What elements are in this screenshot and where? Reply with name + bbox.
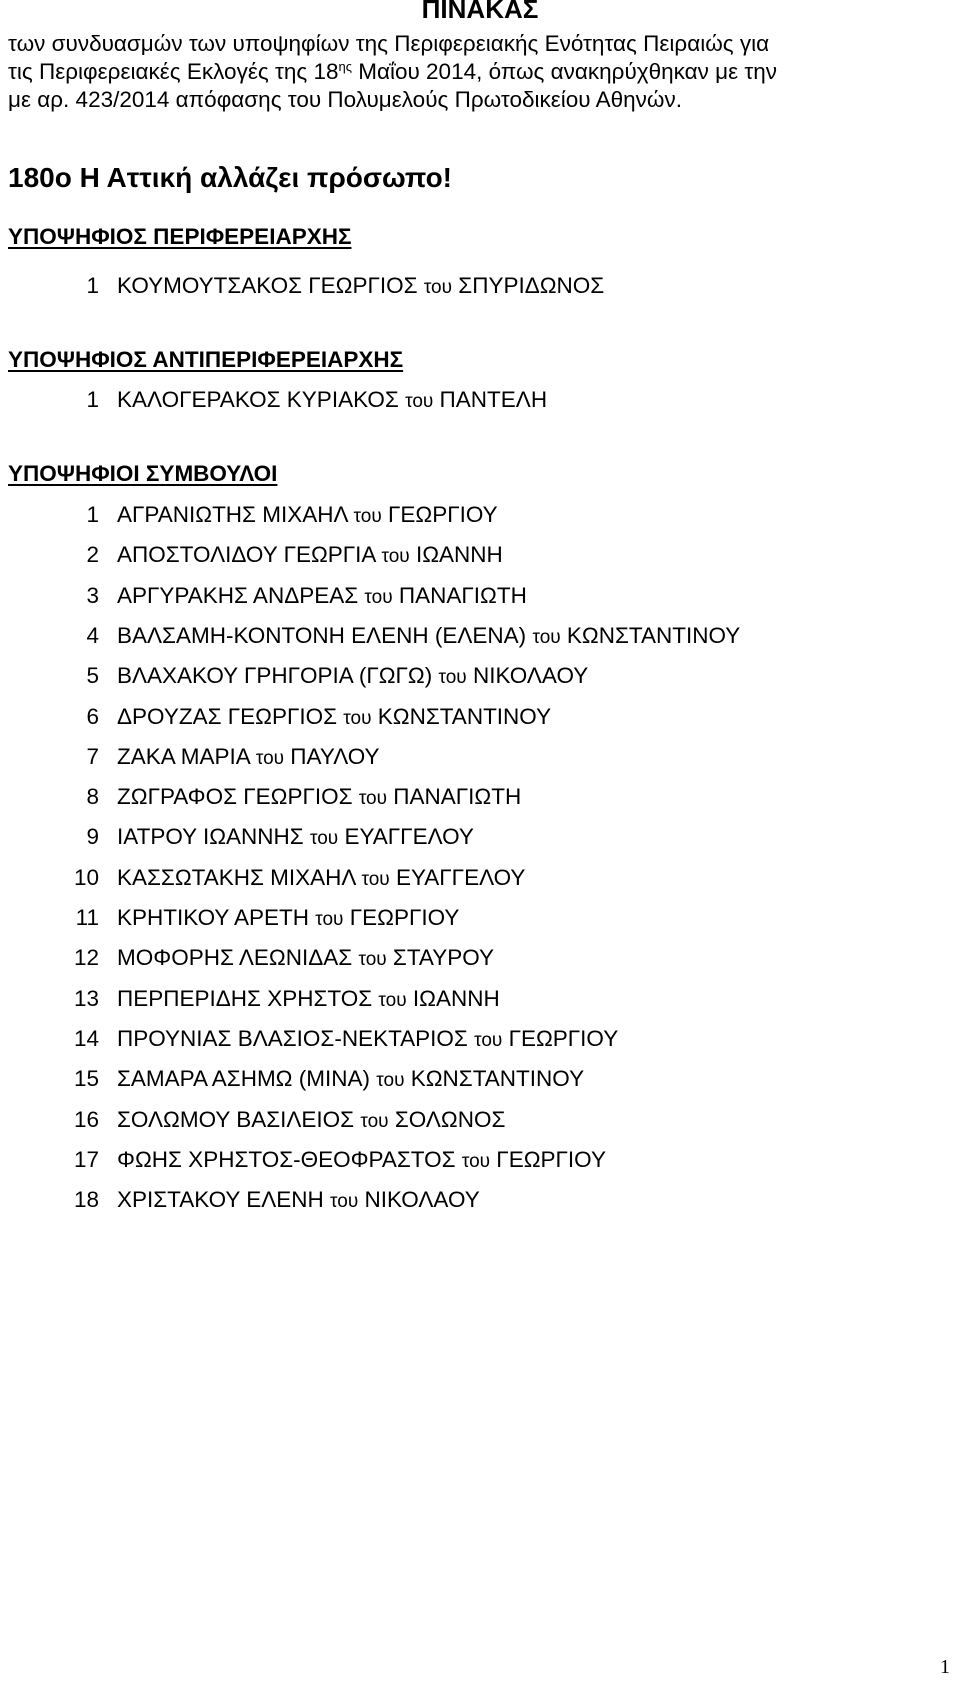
father-name: ΝΙΚΟΛΑΟΥ: [472, 663, 589, 688]
candidate-name: [117, 387, 547, 415]
intro-line: με αρ. 423/2014 απόφασης του Πολυμελούς Πρωτοδικείου Αθηνών.: [8, 87, 682, 112]
father-name: ΚΩΝΣΤΑΝΤΙΝΟΥ: [566, 623, 741, 648]
candidate-name: [117, 784, 521, 812]
candidate-name: [117, 1187, 480, 1215]
father-name: ΙΩΑΝΝΗ: [412, 986, 500, 1011]
candidate-surname: ΑΓΡΑΝΙΩΤΗΣ ΜΙΧΑΗΛ: [117, 502, 348, 527]
candidate-surname: ΜΟΦΟΡΗΣ ΛΕΩΝΙΔΑΣ: [117, 945, 353, 970]
candidate-name: [117, 502, 498, 530]
candidate-number: 9: [86, 824, 99, 849]
father-name: ΠΑΝΤΕΛΗ: [439, 387, 548, 412]
patronymic-prefix: του: [343, 708, 372, 729]
candidate-number: 6: [86, 704, 99, 729]
father-name: ΙΩΑΝΝΗ: [415, 542, 503, 567]
candidate-name: [117, 623, 740, 651]
candidate-number: 14: [73, 1026, 99, 1051]
father-name: ΠΑΝΑΓΙΩΤΗ: [393, 784, 522, 809]
father-name: ΠΑΝΑΓΙΩΤΗ: [398, 583, 527, 608]
patronymic-prefix: του: [405, 391, 434, 412]
intro-text: τις Περιφερειακές Εκλογές της 18: [8, 59, 339, 84]
candidate-surname: ΣΑΜΑΡΑ ΑΣΗΜΩ (ΜΙΝΑ): [117, 1066, 370, 1091]
ordinal-suffix: ης: [338, 59, 352, 74]
candidate-surname: ΑΡΓΥΡΑΚΗΣ ΑΝΔΡΕΑΣ: [117, 583, 359, 608]
patronymic-prefix: του: [330, 1191, 359, 1212]
patronymic-prefix: του: [423, 277, 453, 298]
patronymic-prefix: του: [461, 1151, 491, 1172]
patronymic-prefix: του: [532, 627, 561, 648]
page-title: ΠΙΝΑΚΑΣ: [421, 0, 539, 24]
intro-line: [8, 58, 960, 86]
father-name: ΠΑΥΛΟΥ: [290, 744, 380, 769]
candidate-name: [117, 704, 551, 732]
candidate-number: 1: [86, 273, 99, 298]
page-number: 1: [940, 1656, 950, 1678]
candidate-number: 16: [73, 1107, 99, 1132]
father-name: ΕΥΑΓΓΕΛΟΥ: [395, 865, 526, 890]
candidate-surname: ΒΑΛΣΑΜΗ-ΚΟΝΤΟΝΗ ΕΛΕΝΗ (ΕΛΕΝΑ): [117, 623, 527, 648]
patronymic-prefix: του: [353, 506, 382, 527]
father-name: ΓΕΩΡΓΙΟΥ: [496, 1147, 606, 1172]
patronymic-prefix: του: [360, 1111, 389, 1132]
father-name: ΕΥΑΓΓΕΛΟΥ: [344, 824, 474, 849]
candidate-name: [117, 583, 527, 611]
candidate-name: [117, 865, 525, 893]
candidate-name: [117, 1066, 584, 1094]
candidate-surname: ΖΑΚΑ ΜΑΡΙΑ: [117, 744, 250, 769]
candidate-name: [117, 1147, 606, 1175]
patronymic-prefix: του: [361, 869, 390, 890]
candidate-number: 12: [73, 945, 99, 970]
section-heading-regional-governor: ΥΠΟΨΗΦΙΟΣ ΠΕΡΙΦΕΡΕΙΑΡΧΗΣ: [8, 224, 352, 249]
candidate-number: 3: [86, 583, 99, 608]
patronymic-prefix: του: [364, 587, 393, 608]
candidate-surname: ΔΡΟΥΖΑΣ ΓΕΩΡΓΙΟΣ: [117, 704, 338, 729]
father-name: ΓΕΩΡΓΙΟΥ: [349, 905, 460, 930]
candidate-surname: ΚΟΥΜΟΥΤΣΑΚΟΣ ΓΕΩΡΓΙΟΣ: [117, 273, 418, 298]
candidate-surname: ΖΩΓΡΑΦΟΣ ΓΕΩΡΓΙΟΣ: [117, 784, 353, 809]
candidate-surname: ΑΠΟΣΤΟΛΙΔΟΥ ΓΕΩΡΓΙΑ: [117, 542, 376, 567]
candidate-number: 10: [73, 865, 99, 890]
candidate-number: 15: [73, 1066, 99, 1091]
candidate-number: 5: [86, 663, 99, 688]
candidate-number: 1: [86, 387, 99, 412]
candidate-surname: ΚΑΛΟΓΕΡΑΚΟΣ ΚΥΡΙΑΚΟΣ: [117, 387, 399, 412]
patronymic-prefix: του: [438, 667, 467, 688]
patronymic-prefix: του: [474, 1030, 503, 1051]
father-name: ΚΩΝΣΤΑΝΤΙΝΟΥ: [377, 704, 552, 729]
father-name: ΚΩΝΣΤΑΝΤΙΝΟΥ: [410, 1066, 585, 1091]
candidate-name: [117, 824, 474, 852]
section-heading-deputy-governor: ΥΠΟΨΗΦΙΟΣ ΑΝΤΙΠΕΡΙΦΕΡΕΙΑΡΧΗΣ: [8, 347, 404, 372]
father-name: ΣΠΥΡΙΔΩΝΟΣ: [458, 273, 605, 298]
patronymic-prefix: του: [378, 990, 407, 1011]
patronymic-prefix: του: [376, 1070, 405, 1091]
candidate-name: [117, 663, 588, 691]
father-name: ΝΙΚΟΛΑΟΥ: [364, 1187, 480, 1212]
candidate-name: [117, 945, 494, 973]
intro-line: των συνδυασμών των υποψηφίων της Περιφερειακής Ενότητας Πειραιώς για: [8, 31, 770, 56]
patronymic-prefix: του: [358, 788, 388, 809]
patronymic-prefix: του: [315, 909, 344, 930]
candidate-surname: ΣΟΛΩΜΟΥ ΒΑΣΙΛΕΙΟΣ: [117, 1107, 355, 1132]
intro-text: Μαΐου 2014, όπως ανακηρύχθηκαν με την: [351, 59, 778, 84]
candidate-surname: ΚΑΣΣΩΤΑΚΗΣ ΜΙΧΑΗΛ: [117, 865, 356, 890]
candidate-name: [117, 1026, 618, 1054]
candidate-number: 2: [86, 542, 99, 567]
candidate-name: [117, 273, 604, 301]
candidate-surname: ΦΩΗΣ ΧΡΗΣΤΟΣ-ΘΕΟΦΡΑΣΤΟΣ: [117, 1147, 456, 1172]
patronymic-prefix: του: [255, 748, 285, 769]
patronymic-prefix: του: [381, 546, 410, 567]
candidate-surname: ΧΡΙΣΤΑΚΟΥ ΕΛΕΝΗ: [117, 1187, 324, 1212]
father-name: ΣΟΛΩΝΟΣ: [394, 1107, 506, 1132]
candidate-name: [117, 744, 380, 772]
candidate-number: 4: [86, 623, 99, 648]
candidate-number: 13: [73, 986, 99, 1011]
candidate-number: 18: [73, 1187, 99, 1212]
section-heading-councillors: ΥΠΟΨΗΦΙΟΙ ΣΥΜΒΟΥΛΟΙ: [8, 461, 278, 486]
candidate-number: 1: [86, 502, 99, 527]
candidate-surname: ΒΛΑΧΑΚΟΥ ΓΡΗΓΟΡΙΑ (ΓΩΓΩ): [117, 663, 433, 688]
candidate-name: [117, 1107, 505, 1135]
candidate-number: 17: [73, 1147, 99, 1172]
candidate-surname: ΠΡΟΥΝΙΑΣ ΒΛΑΣΙΟΣ-ΝΕΚΤΑΡΙΟΣ: [117, 1026, 468, 1051]
party-name: 180ο Η Αττική αλλάζει πρόσωπο!: [8, 162, 452, 193]
candidate-number: 8: [86, 784, 99, 809]
candidate-number: 7: [86, 744, 99, 769]
candidate-name: [117, 542, 503, 570]
candidate-surname: ΚΡΗΤΙΚΟΥ ΑΡΕΤΗ: [117, 905, 309, 930]
patronymic-prefix: του: [358, 949, 387, 970]
candidate-name: [117, 986, 500, 1014]
intro-paragraph: [8, 30, 960, 114]
candidate-surname: ΙΑΤΡΟΥ ΙΩΑΝΝΗΣ: [117, 824, 304, 849]
patronymic-prefix: του: [309, 828, 339, 849]
father-name: ΣΤΑΥΡΟΥ: [392, 945, 495, 970]
father-name: ΓΕΩΡΓΙΟΥ: [388, 502, 498, 527]
candidate-surname: ΠΕΡΠΕΡΙΔΗΣ ΧΡΗΣΤΟΣ: [117, 986, 373, 1011]
candidate-number: 11: [75, 905, 99, 930]
candidate-name: [117, 905, 459, 933]
father-name: ΓΕΩΡΓΙΟΥ: [508, 1026, 619, 1051]
